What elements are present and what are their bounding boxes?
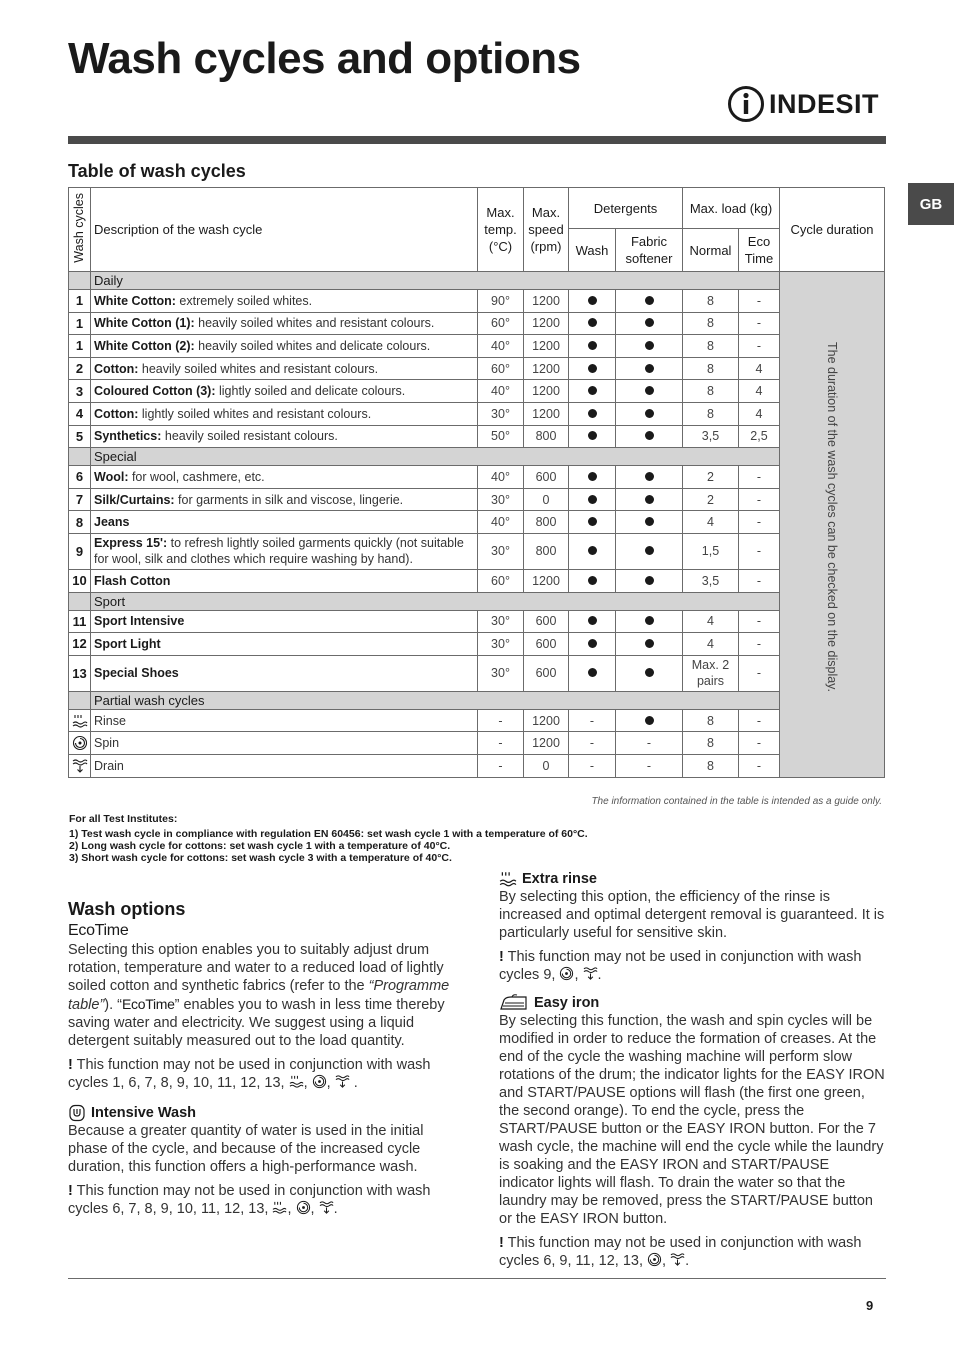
- normal-load-cell: 8: [683, 357, 739, 380]
- dot-indicator: [588, 639, 597, 648]
- cycle-number: 4: [69, 402, 91, 425]
- dot-indicator: [588, 409, 597, 418]
- dot-indicator: [645, 296, 654, 305]
- indesit-i-icon: [727, 85, 765, 123]
- table-row: [69, 312, 885, 335]
- table-row: [69, 466, 885, 489]
- cycle-detail: to refresh lightly soiled garments quickly (not suitable for wool, silk and clothes which require washing by hand).: [94, 536, 464, 567]
- table-row: [69, 610, 885, 633]
- cycle-name: Cotton:: [94, 361, 139, 376]
- group-label: Daily: [91, 272, 780, 290]
- cycle-detail: Spin: [94, 736, 120, 751]
- table-row: [69, 402, 885, 425]
- easy-iron-description: By selecting this function, the wash and spin cycles will be modified in order to reduce the formation of creases. At the end of the cycle the washing machine will perform slow rotations of the drum; the indicator lights for the EASY IRON and START/PAUSE options will flash (the first one green, the second orange). To end the cycle, press the START/PAUSE button or the EASY IRON button. For the 7 wash cycle, the machine will end the cycle while the laundry is soaking and the EASY IRON and START/PAUSE indicator lights will flash. To drain the water so that the laundry may be removed, press the START/PAUSE button or the EASY IRON button.: [499, 1013, 885, 1227]
- max-speed-cell: 1200: [524, 312, 569, 335]
- eco-time-load-cell: -: [739, 569, 780, 592]
- brand-name: INDESIT: [769, 88, 880, 119]
- eco-time-load-cell: 4: [739, 357, 780, 380]
- eco-time-load-cell: -: [739, 633, 780, 656]
- cycle-name: Special Shoes: [94, 666, 179, 681]
- cycle-number: 5: [69, 425, 91, 448]
- cycle-name: Coloured Cotton (3):: [94, 384, 216, 399]
- max-temp-cell: 30°: [478, 533, 524, 569]
- drain-icon: [583, 966, 598, 981]
- eco-time-load-cell: 4: [739, 402, 780, 425]
- dot-indicator: [645, 318, 654, 327]
- max-temp-cell: -: [478, 754, 524, 777]
- fabric-softener-cell: [616, 290, 683, 313]
- cycle-duration-note: [780, 272, 885, 778]
- max-temp-cell: 30°: [478, 610, 524, 633]
- cycle-name: Wool:: [94, 469, 129, 484]
- table-section-title: Table of wash cycles: [68, 161, 246, 181]
- cycle-detail: lightly soiled and delicate colours.: [215, 384, 406, 399]
- table-row: [69, 357, 885, 380]
- cycle-detail: for garments in silk and viscose, lingerie.: [174, 492, 404, 507]
- wash-detergent-cell: [569, 290, 616, 313]
- header-max-speed: Max. speed (rpm): [524, 188, 569, 272]
- cycle-name: Jeans: [94, 515, 130, 530]
- max-temp-cell: 30°: [478, 655, 524, 691]
- max-speed-cell: 800: [524, 533, 569, 569]
- dot-indicator: [645, 386, 654, 395]
- cycle-description: [91, 312, 478, 335]
- cycle-name: Sport Light: [94, 636, 161, 651]
- group-spacer: [69, 592, 91, 610]
- dot-indicator: [645, 409, 654, 418]
- group-label: Partial wash cycles: [91, 691, 780, 709]
- dot-indicator: [588, 318, 597, 327]
- fabric-softener-cell: [616, 488, 683, 511]
- spin-icon: [647, 1252, 662, 1267]
- table-group-row: [69, 691, 885, 709]
- eco-time-load-cell: -: [739, 709, 780, 732]
- max-speed-cell: 0: [524, 754, 569, 777]
- wash-detergent-cell: [569, 533, 616, 569]
- wash-detergent-cell: [569, 655, 616, 691]
- cycle-detail: lightly soiled whites and resistant colours.: [138, 406, 372, 421]
- eco-time-load-cell: -: [739, 610, 780, 633]
- eco-time-load-cell: -: [739, 335, 780, 358]
- max-speed-cell: 800: [524, 425, 569, 448]
- cycle-description: [91, 655, 478, 691]
- spin-icon: [296, 1200, 311, 1215]
- ecotime-description: Selecting this option enables you to suitably adjust drum rotation, temperature and water to a reduced load of lightly soiled cotton and synthetic fabrics (refer to the “Programme table”). “EcoTime” enables you to wash in less time thereby saving water and electricity. We suggest using a liquid detergent suitably measured out to the load quantity.: [68, 942, 450, 1049]
- cycle-description: [91, 610, 478, 633]
- table-row: [69, 732, 885, 755]
- header-wash: Wash: [569, 229, 616, 272]
- wash-detergent-cell: [569, 466, 616, 489]
- test-notes-intro: For all Test Institutes:: [69, 813, 178, 825]
- table-row: [69, 709, 885, 732]
- intensive-wash-icon: [68, 1104, 86, 1122]
- extra-rinse-icon: [499, 870, 517, 888]
- page-number: 9: [866, 1298, 874, 1313]
- extra-rinse-heading: Extra rinse: [499, 870, 887, 888]
- max-temp-cell: 30°: [478, 633, 524, 656]
- wash-detergent-cell: [569, 488, 616, 511]
- dot-indicator: [588, 472, 597, 481]
- max-temp-cell: 30°: [478, 488, 524, 511]
- max-speed-cell: 0: [524, 488, 569, 511]
- max-temp-cell: 30°: [478, 402, 524, 425]
- cycle-name: White Cotton (1):: [94, 316, 195, 331]
- wash-detergent-cell: [569, 425, 616, 448]
- fabric-softener-cell: -: [616, 732, 683, 755]
- table-group-row: [69, 448, 885, 466]
- max-temp-cell: -: [478, 709, 524, 732]
- dot-indicator: [645, 716, 654, 725]
- table-row: [69, 380, 885, 403]
- eco-time-load-cell: -: [739, 511, 780, 534]
- rinse-icon: [272, 1200, 287, 1215]
- cycle-number: 1: [69, 290, 91, 313]
- test-institutes-notes: [69, 813, 588, 864]
- group-spacer: [69, 448, 91, 466]
- wash-detergent-cell: [569, 569, 616, 592]
- normal-load-cell: 2: [683, 488, 739, 511]
- table-row: [69, 533, 885, 569]
- table-row: [69, 335, 885, 358]
- wash-detergent-cell: [569, 402, 616, 425]
- group-label: Special: [91, 448, 780, 466]
- group-spacer: [69, 691, 91, 709]
- max-speed-cell: 1200: [524, 732, 569, 755]
- wash-detergent-cell: [569, 511, 616, 534]
- fabric-softener-cell: [616, 402, 683, 425]
- eco-time-load-cell: -: [739, 466, 780, 489]
- cycle-icon-cell: [69, 732, 91, 755]
- max-speed-cell: 800: [524, 511, 569, 534]
- wash-detergent-cell: [569, 312, 616, 335]
- max-temp-cell: -: [478, 732, 524, 755]
- max-temp-cell: 60°: [478, 357, 524, 380]
- dot-indicator: [588, 668, 597, 677]
- dot-indicator: [645, 668, 654, 677]
- header-detergents: Detergents: [569, 188, 683, 229]
- eco-time-load-cell: -: [739, 533, 780, 569]
- extra-rinse-restriction: ! This function may not be used in conjunction with wash cycles 9, , .: [499, 949, 862, 983]
- cycle-description: [91, 290, 478, 313]
- max-temp-cell: 60°: [478, 312, 524, 335]
- table-row: [69, 425, 885, 448]
- table-row: [69, 488, 885, 511]
- eco-time-load-cell: -: [739, 655, 780, 691]
- drain-icon: [72, 758, 88, 774]
- header-max-temp: Max. temp. (°C): [478, 188, 524, 272]
- easy-iron-heading: Easy iron: [499, 994, 887, 1012]
- options-left-column: [68, 922, 453, 1222]
- intensive-wash-restriction: ! This function may not be used in conjunction with wash cycles 6, 7, 8, 9, 10, 11, 12, 13, , , .: [68, 1183, 431, 1217]
- dot-indicator: [645, 472, 654, 481]
- normal-load-cell: 8: [683, 380, 739, 403]
- max-speed-cell: 1200: [524, 290, 569, 313]
- wash-detergent-cell: [569, 610, 616, 633]
- cycle-icon-cell: [69, 709, 91, 732]
- dot-indicator: [588, 517, 597, 526]
- normal-load-cell: 1,5: [683, 533, 739, 569]
- drain-icon: [670, 1252, 685, 1267]
- header-cycle-duration: Cycle duration: [780, 188, 885, 272]
- max-temp-cell: 40°: [478, 335, 524, 358]
- normal-load-cell: 4: [683, 610, 739, 633]
- spin-icon: [559, 966, 574, 981]
- table-row: [69, 569, 885, 592]
- eco-time-load-cell: 4: [739, 380, 780, 403]
- wash-detergent-cell: -: [569, 754, 616, 777]
- ecotime-restriction: ! This function may not be used in conjunction with wash cycles 1, 6, 7, 8, 9, 10, 11, 12, 13, , , .: [68, 1057, 431, 1091]
- fabric-softener-cell: [616, 511, 683, 534]
- dot-indicator: [645, 364, 654, 373]
- fabric-softener-cell: [616, 380, 683, 403]
- wash-detergent-cell: [569, 357, 616, 380]
- dot-indicator: [645, 341, 654, 350]
- dot-indicator: [588, 341, 597, 350]
- brand-logo: [727, 84, 887, 124]
- cycle-description: [91, 488, 478, 511]
- cycle-detail: Drain: [94, 758, 124, 773]
- options-right-column: [499, 870, 887, 1274]
- cycle-description: [91, 380, 478, 403]
- wash-detergent-cell: -: [569, 732, 616, 755]
- cycle-description: [91, 335, 478, 358]
- fabric-softener-cell: [616, 335, 683, 358]
- max-temp-cell: 90°: [478, 290, 524, 313]
- fabric-softener-cell: [616, 610, 683, 633]
- cycle-detail: heavily soiled whites and delicate colours.: [194, 338, 431, 353]
- normal-load-cell: 4: [683, 511, 739, 534]
- max-speed-cell: 600: [524, 466, 569, 489]
- normal-load-cell: 8: [683, 290, 739, 313]
- guide-note: The information contained in the table is intended as a guide only.: [591, 796, 882, 807]
- fabric-softener-cell: [616, 312, 683, 335]
- header-eco-time: Eco Time: [739, 229, 780, 272]
- wash-detergent-cell: -: [569, 709, 616, 732]
- dot-indicator: [588, 616, 597, 625]
- dot-indicator: [645, 517, 654, 526]
- cycle-number: 6: [69, 466, 91, 489]
- cycle-description: [91, 709, 478, 732]
- dot-indicator: [645, 546, 654, 555]
- language-tab: GB: [908, 183, 954, 225]
- test-note-1: 1) Test wash cycle in compliance with regulation EN 60456: set wash cycle 1 with a temperature of 60°C.: [69, 828, 588, 840]
- cycle-detail: heavily soiled resistant colours.: [161, 429, 338, 444]
- cycle-name: Flash Cotton: [94, 573, 171, 588]
- eco-time-load-cell: 2,5: [739, 425, 780, 448]
- cycle-number: 1: [69, 335, 91, 358]
- cycle-detail: heavily soiled whites and resistant colours.: [138, 361, 379, 376]
- cycle-description: [91, 633, 478, 656]
- normal-load-cell: 3,5: [683, 425, 739, 448]
- fabric-softener-cell: -: [616, 754, 683, 777]
- spin-icon: [312, 1074, 327, 1089]
- cycle-description: [91, 357, 478, 380]
- duration-note-text: The duration of the wash cycles can be checked on the display.: [825, 342, 839, 692]
- fabric-softener-cell: [616, 569, 683, 592]
- table-group-row: [69, 592, 885, 610]
- cycle-description: [91, 402, 478, 425]
- max-temp-cell: 40°: [478, 380, 524, 403]
- cycle-name: Silk/Curtains:: [94, 492, 175, 507]
- cycle-name: Express 15':: [94, 536, 168, 551]
- max-temp-cell: 50°: [478, 425, 524, 448]
- dot-indicator: [645, 639, 654, 648]
- cycle-description: [91, 732, 478, 755]
- bottom-rule: [68, 1278, 886, 1279]
- normal-load-cell: 8: [683, 732, 739, 755]
- max-speed-cell: 600: [524, 655, 569, 691]
- cycle-description: [91, 511, 478, 534]
- fabric-softener-cell: [616, 533, 683, 569]
- max-speed-cell: 600: [524, 633, 569, 656]
- rinse-icon: [289, 1074, 304, 1089]
- extra-rinse-description: By selecting this option, the efficiency of the rinse is increased and optimal detergent removal is guaranteed. It is particularly useful for sensitive skin.: [499, 889, 885, 941]
- drain-icon: [319, 1200, 334, 1215]
- header-description: Description of the wash cycle: [91, 188, 478, 272]
- table-group-row: [69, 272, 885, 290]
- test-note-3: 3) Short wash cycle for cottons: set wash cycle 3 with a temperature of 40°C.: [69, 852, 452, 864]
- test-note-2: 2) Long wash cycle for cottons: set wash cycle 1 with a temperature of 40°C.: [69, 840, 451, 852]
- fabric-softener-cell: [616, 633, 683, 656]
- eco-time-load-cell: -: [739, 290, 780, 313]
- cycle-detail: Rinse: [94, 713, 126, 728]
- dot-indicator: [588, 364, 597, 373]
- fabric-softener-cell: [616, 709, 683, 732]
- normal-load-cell: 8: [683, 754, 739, 777]
- drain-icon: [335, 1074, 350, 1089]
- table-row: [69, 655, 885, 691]
- dot-indicator: [588, 386, 597, 395]
- rinse-icon: [72, 713, 88, 729]
- cycle-detail: heavily soiled whites and resistant colours.: [194, 316, 435, 331]
- dot-indicator: [588, 431, 597, 440]
- intensive-wash-description: Because a greater quantity of water is used in the initial phase of the cycle, and because of the increased cycle duration, this function offers a high-performance wash.: [68, 1123, 424, 1175]
- cycle-number: 3: [69, 380, 91, 403]
- normal-load-cell: 8: [683, 402, 739, 425]
- header-normal: Normal: [683, 229, 739, 272]
- cycle-description: [91, 533, 478, 569]
- wash-detergent-cell: [569, 380, 616, 403]
- dot-indicator: [645, 616, 654, 625]
- max-speed-cell: 1200: [524, 357, 569, 380]
- dot-indicator: [645, 431, 654, 440]
- dot-indicator: [588, 576, 597, 585]
- options-section-title: Wash options: [68, 899, 186, 919]
- eco-time-load-cell: -: [739, 732, 780, 755]
- header-wash-cycles: Wash cycles: [69, 188, 91, 272]
- cycle-number: 10: [69, 569, 91, 592]
- cycle-number: 13: [69, 655, 91, 691]
- title-rule: [68, 136, 886, 144]
- normal-load-cell: 4: [683, 633, 739, 656]
- group-label: Sport: [91, 592, 780, 610]
- intensive-wash-heading: Intensive Wash: [68, 1104, 453, 1122]
- normal-load-cell: 8: [683, 709, 739, 732]
- dot-indicator: [588, 546, 597, 555]
- fabric-softener-cell: [616, 466, 683, 489]
- cycle-number: 8: [69, 511, 91, 534]
- cycle-name: White Cotton (2):: [94, 338, 195, 353]
- max-temp-cell: 40°: [478, 466, 524, 489]
- cycle-detail: extremely soiled whites.: [175, 293, 313, 308]
- dot-indicator: [588, 495, 597, 504]
- table-row: [69, 754, 885, 777]
- normal-load-cell: Max. 2 pairs: [683, 655, 739, 691]
- cycle-number: 2: [69, 357, 91, 380]
- cycle-icon-cell: [69, 754, 91, 777]
- cycle-name: White Cotton:: [94, 293, 176, 308]
- table-row: [69, 290, 885, 313]
- max-speed-cell: 1200: [524, 402, 569, 425]
- max-speed-cell: 600: [524, 610, 569, 633]
- cycle-description: [91, 466, 478, 489]
- max-temp-cell: 60°: [478, 569, 524, 592]
- wash-detergent-cell: [569, 633, 616, 656]
- table-row: [69, 511, 885, 534]
- normal-load-cell: 3,5: [683, 569, 739, 592]
- fabric-softener-cell: [616, 357, 683, 380]
- cycle-name: Cotton:: [94, 406, 139, 421]
- normal-load-cell: 8: [683, 335, 739, 358]
- max-speed-cell: 1200: [524, 709, 569, 732]
- max-speed-cell: 1200: [524, 335, 569, 358]
- eco-time-load-cell: -: [739, 312, 780, 335]
- table-row: [69, 633, 885, 656]
- cycle-name: Sport Intensive: [94, 614, 185, 629]
- normal-load-cell: 8: [683, 312, 739, 335]
- max-speed-cell: 1200: [524, 380, 569, 403]
- cycle-number: 1: [69, 312, 91, 335]
- fabric-softener-cell: [616, 655, 683, 691]
- header-max-load: Max. load (kg): [683, 188, 780, 229]
- header-fabric-softener: Fabric softener: [616, 229, 683, 272]
- dot-indicator: [645, 495, 654, 504]
- page-title: Wash cycles and options: [68, 34, 581, 83]
- max-speed-cell: 1200: [524, 569, 569, 592]
- eco-time-load-cell: -: [739, 754, 780, 777]
- normal-load-cell: 2: [683, 466, 739, 489]
- ecotime-heading: EcoTime: [68, 922, 129, 939]
- group-spacer: [69, 272, 91, 290]
- max-temp-cell: 40°: [478, 511, 524, 534]
- cycle-number: 7: [69, 488, 91, 511]
- cycle-description: [91, 754, 478, 777]
- easy-iron-restriction: ! This function may not be used in conjunction with wash cycles 6, 9, 11, 12, 13, , .: [499, 1235, 862, 1269]
- cycle-number: 11: [69, 610, 91, 633]
- cycle-number: 9: [69, 533, 91, 569]
- cycle-description: [91, 569, 478, 592]
- spin-icon: [72, 735, 88, 751]
- cycle-detail: for wool, cashmere, etc.: [128, 469, 265, 484]
- cycle-description: [91, 425, 478, 448]
- eco-time-load-cell: -: [739, 488, 780, 511]
- fabric-softener-cell: [616, 425, 683, 448]
- cycle-number: 12: [69, 633, 91, 656]
- wash-cycles-table: [68, 187, 885, 778]
- dot-indicator: [588, 296, 597, 305]
- iron-icon: [499, 994, 529, 1012]
- dot-indicator: [645, 576, 654, 585]
- cycle-name: Synthetics:: [94, 429, 162, 444]
- wash-detergent-cell: [569, 335, 616, 358]
